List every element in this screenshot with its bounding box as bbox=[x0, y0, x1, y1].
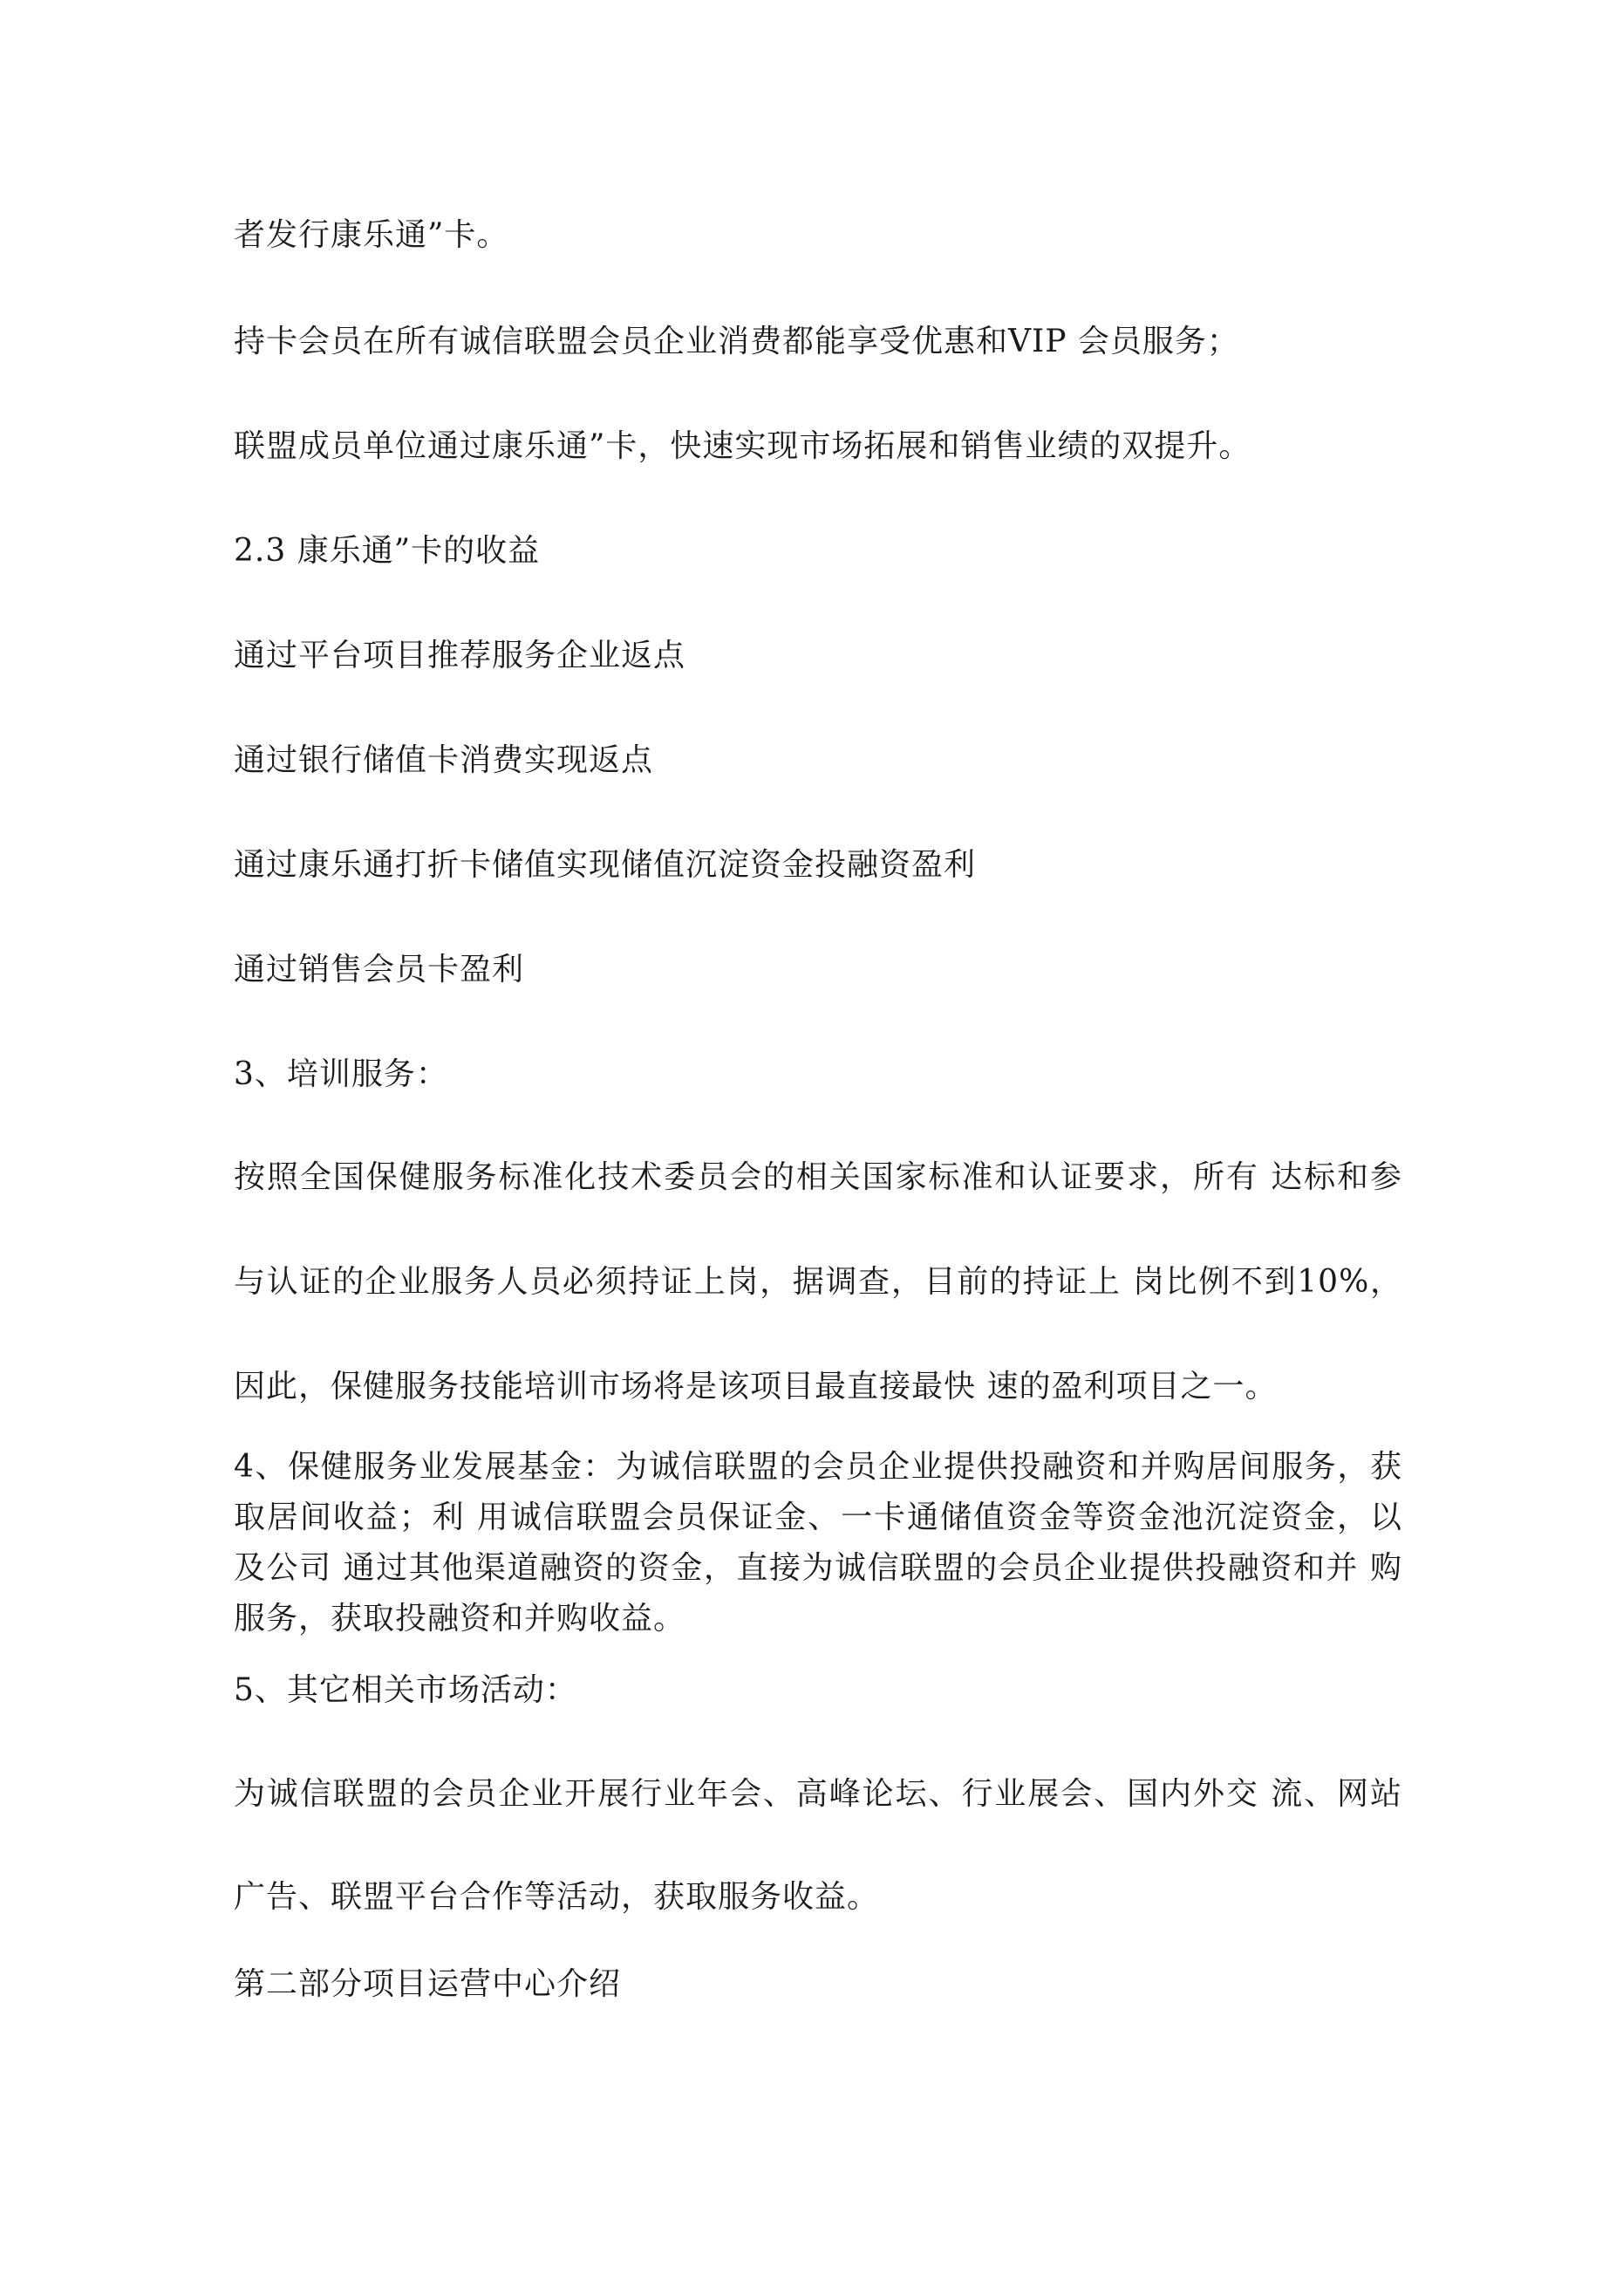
paragraph-development-fund: 4、保健服务业发展基金：为诚信联盟的会员企业提供投融资和并购居间服务，获取居间收益；利 用诚信联盟会员保证金、一卡通储值资金等资金池沉淀资金，以及公司 通过其他渠道融资的资金，直接为诚信联盟的会员企业提供投融资和并 购服务，获取投融资和并购收益。 bbox=[234, 1449, 1402, 1637]
section-heading-market-activities: 5、其它相关市场活动： bbox=[234, 1672, 577, 1708]
paragraph-member-benefits: 持卡会员在所有诚信联盟会员企业消费都能享受优惠和VIP 会员服务； bbox=[234, 324, 1239, 359]
section-heading-training: 3、培训服务： bbox=[234, 1056, 448, 1092]
paragraph-market-activities: 为诚信联盟的会员企业开展行业年会、高峰论坛、行业展会、国内外交 流、网站广告、联盟平台合作等活动，获取服务收益。 bbox=[234, 1776, 1402, 1915]
paragraph-card-issuance: 者发行康乐通”卡。 bbox=[234, 217, 509, 253]
list-item-revenue-referral: 通过平台项目推荐服务企业返点 bbox=[234, 638, 686, 673]
list-item-revenue-bank-card: 通过银行储值卡消费实现返点 bbox=[234, 742, 654, 778]
paragraph-alliance-benefits: 联盟成员单位通过康乐通”卡，快速实现市场拓展和销售业绩的双提升。 bbox=[234, 428, 1251, 464]
section-heading-card-revenue: 2.3 康乐通”卡的收益 bbox=[234, 533, 541, 569]
list-item-revenue-stored-value: 通过康乐通打折卡储值实现储值沉淀资金投融资盈利 bbox=[234, 847, 977, 883]
paragraph-training-market: 按照全国保健服务标准化技术委员会的相关国家标准和认证要求，所有 达标和参与认证的企业服务人员必须持证上岗，据调查，目前的持证上 岗比例不到10%，因此，保健服务技能培训市场将是该项目最直接最快 速的盈利项目之一。 bbox=[234, 1159, 1402, 1404]
list-item-revenue-membership-sales: 通过销售会员卡盈利 bbox=[234, 952, 525, 987]
part-heading-operation-center: 第二部分项目运营中心介绍 bbox=[234, 1966, 622, 2002]
